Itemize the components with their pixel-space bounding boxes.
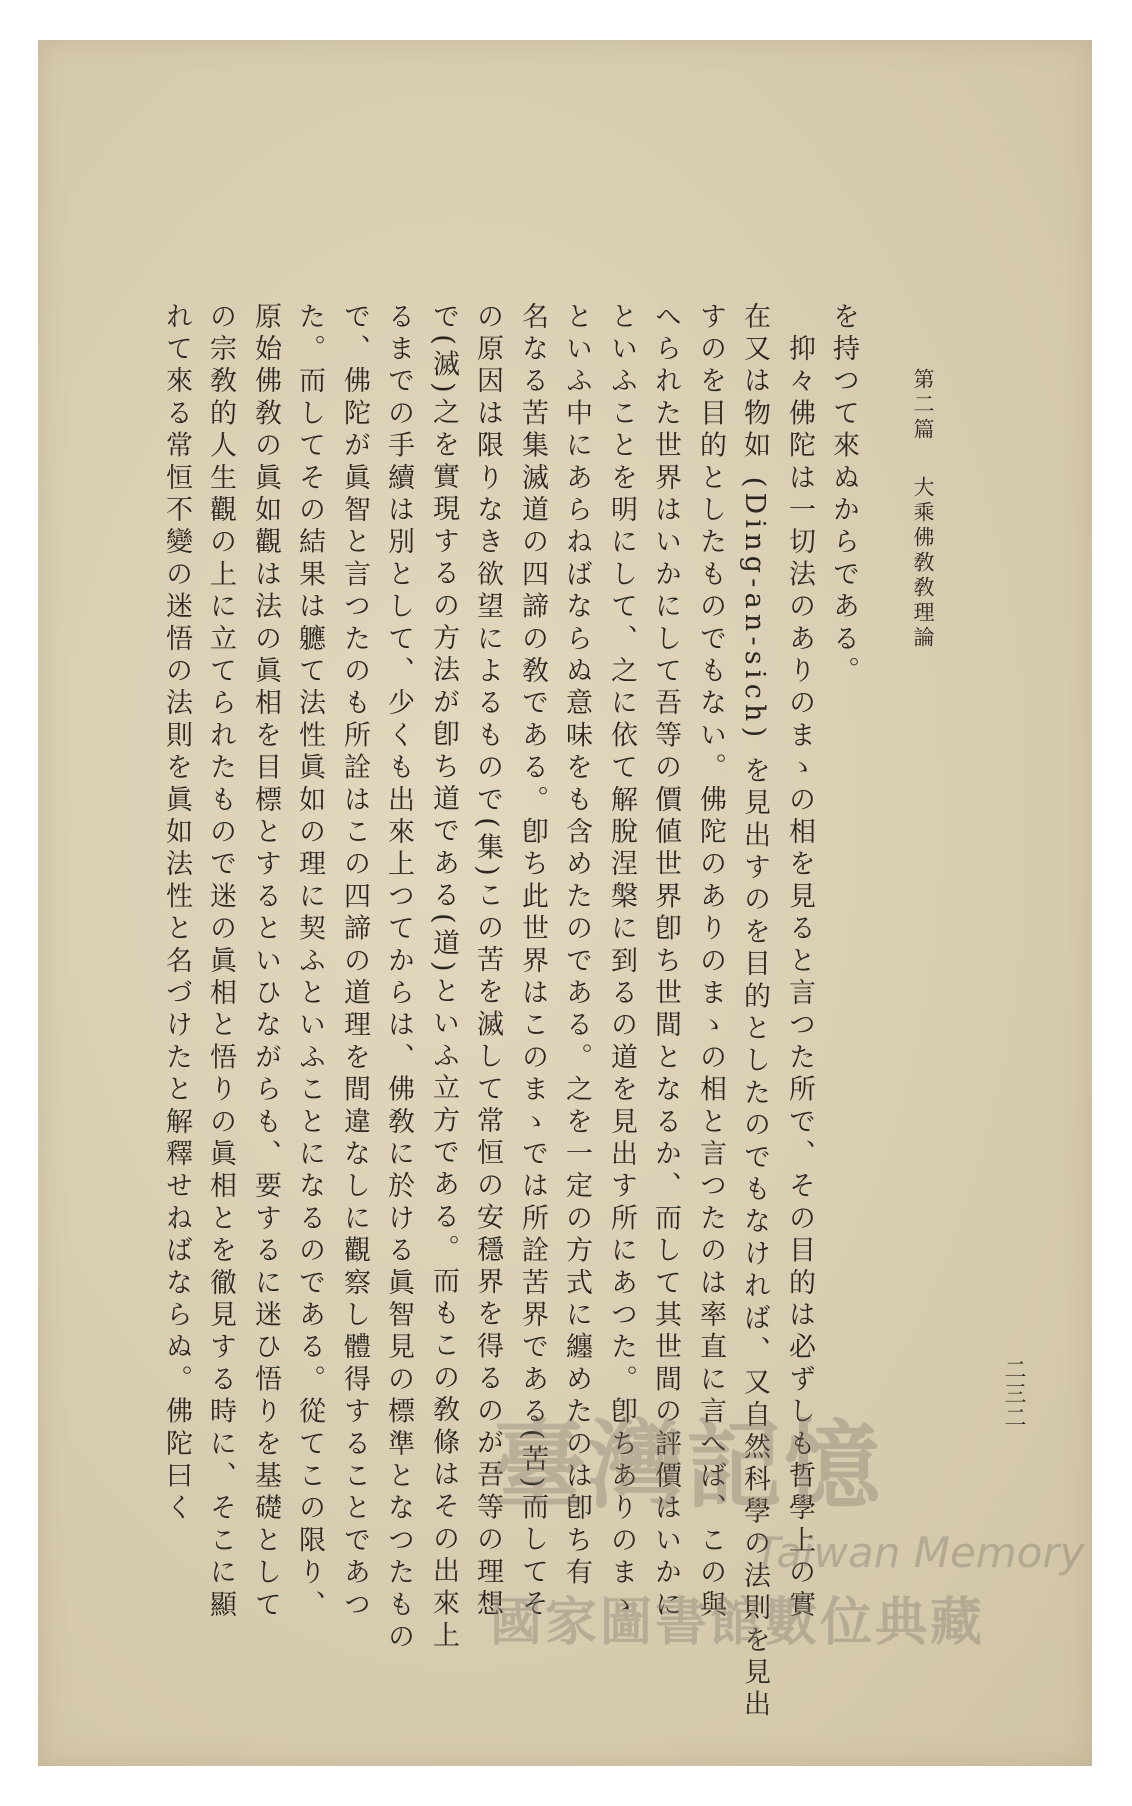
text-line: 原始佛敎の眞如觀は法の眞相を目標とするといひながらも、要するに迷ひ悟りを基礎として bbox=[250, 302, 281, 1623]
text-line: で、佛陀が眞智と言つたのも所詮はこの四諦の道理を間違なしに觀察し體得することであつ bbox=[339, 302, 370, 1623]
text-line: で(滅)之を實現するの方法が卽ち道である(道)といふ立方である。而もこの敎條はその出來上 bbox=[428, 302, 459, 1653]
chapter-label: 第二篇 bbox=[911, 368, 935, 443]
page-number: 二三二 bbox=[1001, 1358, 1026, 1430]
watermark-subtitle: Taiwan Memory bbox=[755, 1528, 1085, 1577]
text-line: 在又は物如 (Ding-an-sich) を見出すのを目的としたのでもなければ、又自然科學の法則を見出 bbox=[739, 302, 770, 1723]
text-line: 抑々佛陀は一切法のありのまゝの相を見ると言つた所で、その目的は必ずしも哲學上の實 bbox=[784, 302, 815, 1623]
watermark-organization: 國家圖書館數位典藏 bbox=[490, 1593, 986, 1653]
watermark-title: 臺灣記憶 bbox=[490, 1410, 882, 1522]
text-line: を持つて來ぬからである。 bbox=[828, 302, 859, 689]
text-line: るまでの手續は別として、少くも出來上つてからは、佛敎に於ける眞智見の標準となつたもの bbox=[383, 302, 414, 1655]
text-line: 名なる苦集滅道の四諦の敎である。卽ち此世界はこのまゝでは所詮苦界である(苦)而してそ bbox=[517, 302, 548, 1622]
running-title: 大乘佛敎敎理論 bbox=[911, 476, 935, 651]
text-line: の宗敎的人生觀の上に立てられたもので迷の眞相と悟りの眞相とを徹見する時に、そこに顯 bbox=[205, 302, 236, 1623]
text-line: といふ中にあらねばならぬ意味をも含めたのである。之を一定の方式に纏めたのは卽ち有 bbox=[561, 302, 592, 1590]
book-page bbox=[38, 40, 1092, 1766]
text-line: すのを目的としたものでもない。佛陀のありのまゝの相と言つたのは率直に言へば、この與 bbox=[695, 302, 726, 1623]
text-line: へられた世界はいかにして吾等の價値世界卽ち世間となるか、而して其世間の評價はいかに bbox=[650, 302, 681, 1623]
text-line: の原因は限りなき欲望によるもので(集)この苦を滅して常恒の安穩界を得るのが吾等の理想 bbox=[472, 302, 503, 1622]
text-line: といふことを明にして、之に依て解脫涅槃に到るの道を見出す所にあつた。卽ちありのまゝ bbox=[606, 302, 637, 1623]
text-line: れて來る常恒不變の迷悟の法則を眞如法性と名づけたと解釋せねばならぬ。佛陀曰く bbox=[161, 302, 192, 1526]
text-line: た。而してその結果は軈て法性眞如の理に契ふといふことになるのである。從てこの限り、 bbox=[294, 302, 325, 1623]
